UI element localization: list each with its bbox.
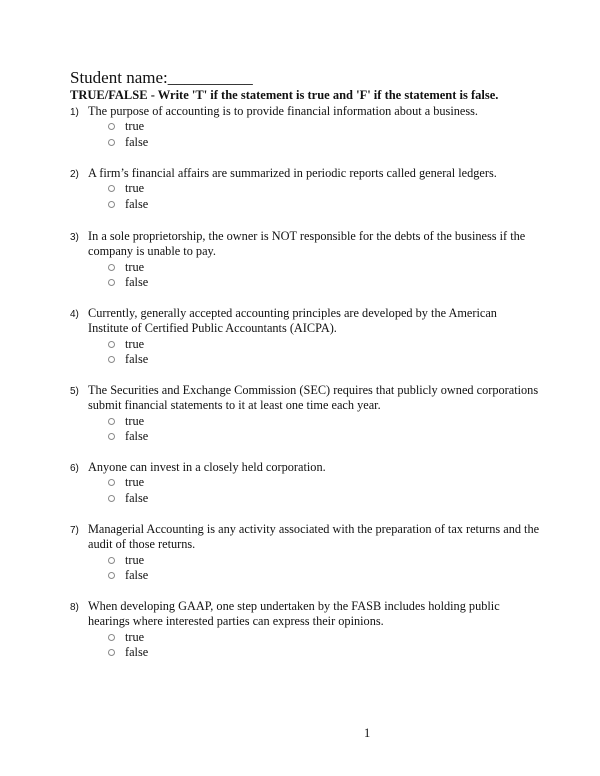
radio-icon[interactable] (108, 557, 115, 564)
question-number: 2) (70, 169, 79, 180)
option-true[interactable] (108, 119, 540, 135)
radio-icon[interactable] (108, 634, 115, 641)
option-label: false (125, 275, 149, 290)
student-name-field[interactable]: Student name:__________ (70, 68, 253, 87)
option-label: false (125, 429, 149, 444)
radio-icon[interactable] (108, 139, 115, 146)
option-label: false (125, 568, 149, 583)
question-text: Currently, generally accepted accounting principles are developed by the American Institute of Certified Public Accountants (AICPA). (88, 306, 497, 336)
option-true[interactable] (108, 181, 540, 197)
option-false[interactable] (108, 491, 540, 507)
question-number: 3) (70, 232, 79, 243)
option-label: true (125, 336, 145, 351)
question-number: 7) (70, 525, 79, 536)
radio-icon[interactable] (108, 479, 115, 486)
question-7 (70, 522, 540, 584)
question-6 (70, 460, 540, 506)
question-text: Anyone can invest in a closely held corporation. (88, 460, 326, 474)
option-label: true (125, 259, 145, 274)
question-number: 6) (70, 463, 79, 474)
option-false[interactable] (108, 645, 540, 661)
option-label: true (125, 119, 145, 134)
radio-icon[interactable] (108, 433, 115, 440)
radio-icon[interactable] (108, 264, 115, 271)
question-3 (70, 229, 540, 291)
option-false[interactable] (108, 429, 540, 445)
option-label: false (125, 134, 149, 149)
option-label: false (125, 196, 149, 211)
option-false[interactable] (108, 568, 540, 584)
option-label: true (125, 552, 145, 567)
radio-icon[interactable] (108, 649, 115, 656)
page-number: 1 (364, 726, 371, 740)
question-number: 5) (70, 386, 79, 397)
radio-icon[interactable] (108, 495, 115, 502)
question-number: 8) (70, 602, 79, 613)
option-true[interactable] (108, 553, 540, 569)
option-true[interactable] (108, 260, 540, 276)
question-2 (70, 166, 540, 212)
question-text: When developing GAAP, one step undertaken by the FASB includes holding public hearings where interested parties can express their opinions. (88, 599, 500, 629)
question-text: The Securities and Exchange Commission (SEC) requires that publicly owned corporations submit financial statements to it at least one time each year. (88, 383, 539, 413)
option-label: true (125, 413, 145, 428)
question-number: 4) (70, 309, 79, 320)
radio-icon[interactable] (108, 123, 115, 130)
question-text: The purpose of accounting is to provide financial information about a business. (88, 104, 478, 118)
option-label: true (125, 475, 145, 490)
option-false[interactable] (108, 197, 540, 213)
question-4 (70, 306, 540, 368)
option-false[interactable] (108, 352, 540, 368)
option-label: false (125, 645, 149, 660)
option-true[interactable] (108, 630, 540, 646)
question-text: A firm’s financial affairs are summarized in periodic reports called general ledgers. (88, 166, 497, 180)
option-true[interactable] (108, 414, 540, 430)
question-number: 1) (70, 107, 79, 118)
option-true[interactable] (108, 475, 540, 491)
radio-icon[interactable] (108, 279, 115, 286)
radio-icon[interactable] (108, 356, 115, 363)
option-label: true (125, 181, 145, 196)
option-false[interactable] (108, 135, 540, 151)
question-8 (70, 599, 540, 661)
option-false[interactable] (108, 275, 540, 291)
radio-icon[interactable] (108, 185, 115, 192)
question-5 (70, 383, 540, 445)
option-label: true (125, 629, 145, 644)
radio-icon[interactable] (108, 572, 115, 579)
option-true[interactable] (108, 337, 540, 353)
question-text: In a sole proprietorship, the owner is NOT responsible for the debts of the business if the company is unable to pay. (88, 229, 526, 259)
question-text: Managerial Accounting is any activity associated with the preparation of tax returns and the audit of those returns. (88, 522, 540, 552)
instructions-heading: TRUE/FALSE - Write 'T' if the statement is true and 'F' if the statement is false. (70, 88, 499, 102)
radio-icon[interactable] (108, 341, 115, 348)
radio-icon[interactable] (108, 418, 115, 425)
question-1 (70, 104, 540, 150)
option-label: false (125, 352, 149, 367)
radio-icon[interactable] (108, 201, 115, 208)
option-label: false (125, 490, 149, 505)
